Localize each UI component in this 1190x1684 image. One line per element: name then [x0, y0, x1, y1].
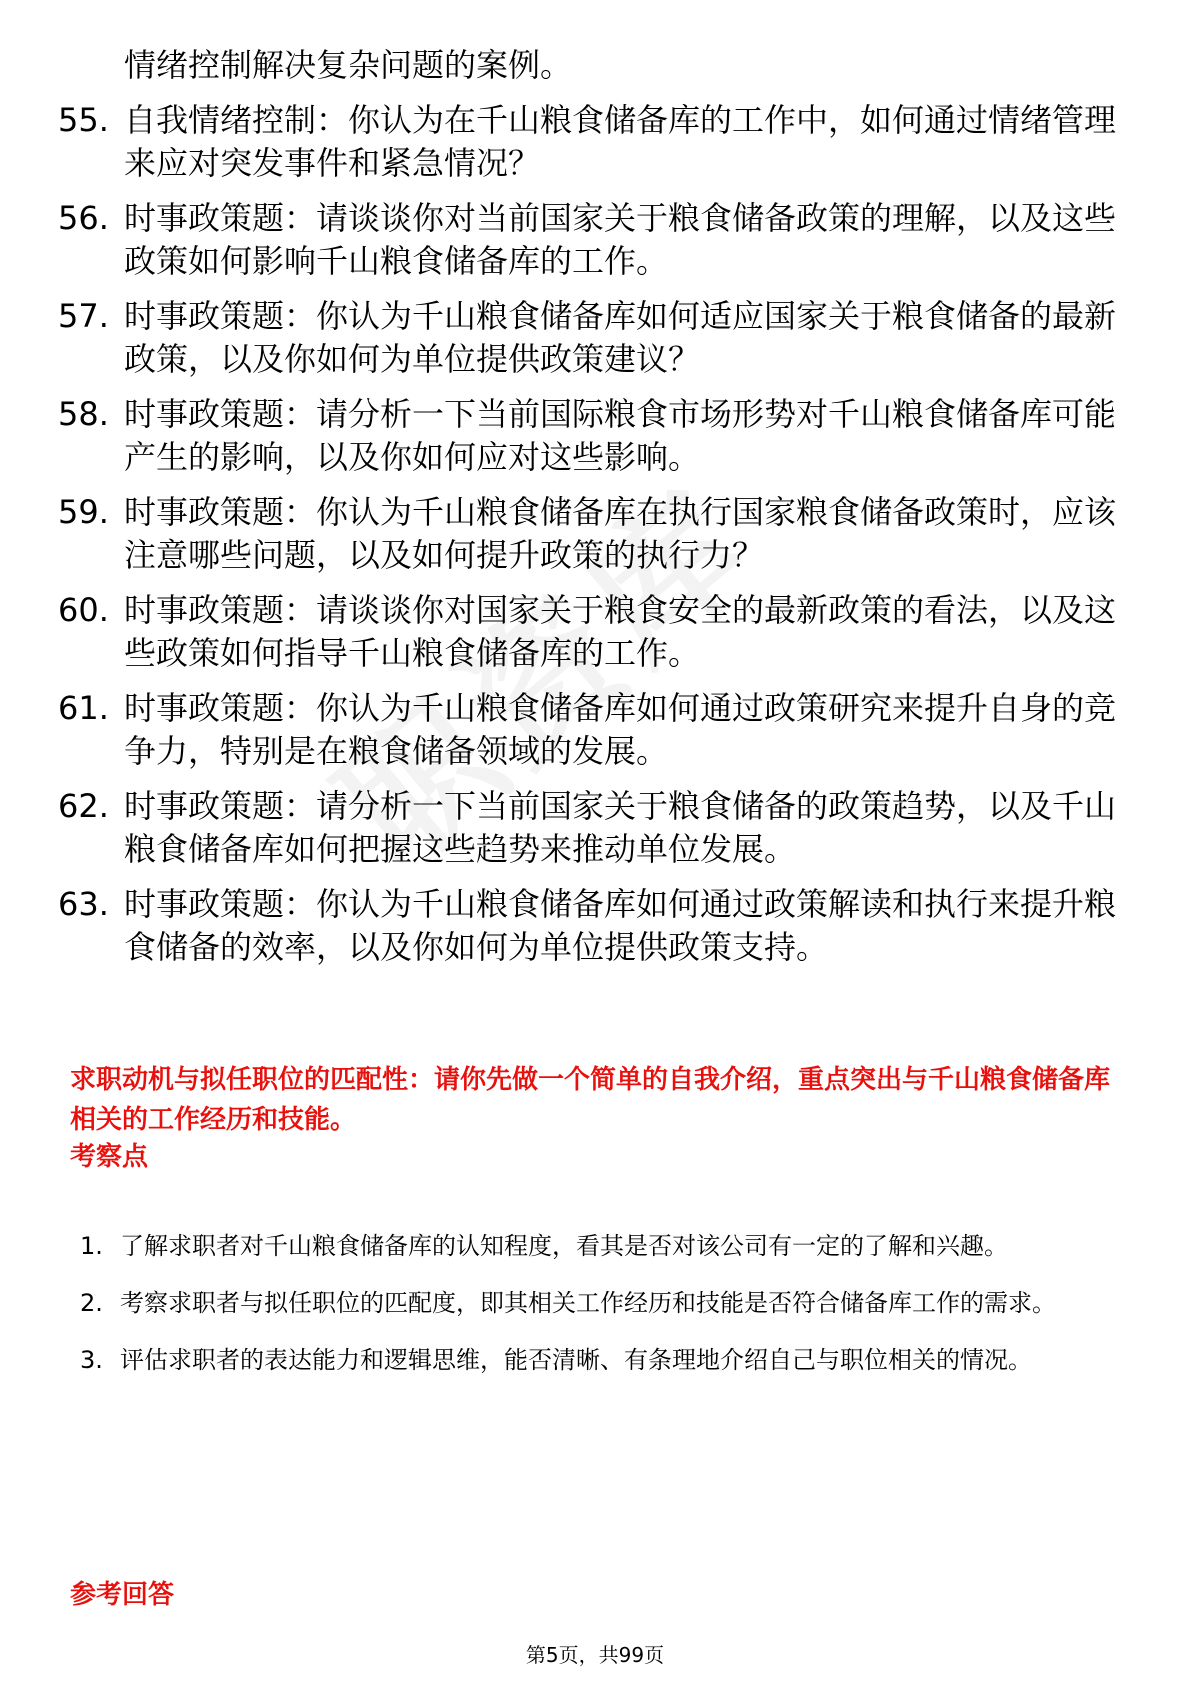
answer-heading: 参考回答 — [70, 1580, 175, 1610]
question-text: 时事政策题：请分析一下当前国际粮食市场形势对千山粮食储备库可能产生的影响，以及你如何应对这些影响。 — [124, 395, 1117, 476]
question-list — [58, 44, 1128, 981]
question-number: 56. — [58, 199, 109, 237]
question-text: 时事政策题：你认为千山粮食储备库如何通过政策研究来提升自身的竞争力，特别是在粮食储备领域的发展。 — [124, 689, 1117, 770]
question-item-continued — [58, 44, 1128, 87]
question-text: 情绪控制解决复杂问题的案例。 — [124, 46, 573, 84]
question-number: 57. — [58, 297, 109, 335]
question-number — [58, 44, 124, 87]
question-number: 63. — [58, 885, 109, 923]
question-number: 59. — [58, 493, 109, 531]
question-item-58 — [58, 393, 1128, 479]
point-number: 3. — [80, 1346, 103, 1374]
question-item-55 — [58, 99, 1128, 185]
point-number: 1. — [80, 1232, 103, 1260]
question-item-63 — [58, 883, 1128, 969]
question-text: 时事政策题：请分析一下当前国家关于粮食储备的政策趋势，以及千山粮食储备库如何把握这些趋势来推动单位发展。 — [124, 787, 1117, 868]
question-text: 时事政策题：请谈谈你对当前国家关于粮食储备政策的理解，以及这些政策如何影响千山粮食储备库的工作。 — [124, 199, 1117, 280]
examine-point — [80, 1332, 1130, 1389]
question-text: 自我情绪控制：你认为在千山粮食储备库的工作中，如何通过情绪管理来应对突发事件和紧急情况？ — [124, 101, 1117, 182]
point-text: 考察求职者与拟任职位的匹配度，即其相关工作经历和技能是否符合储备库工作的需求。 — [120, 1289, 1056, 1317]
question-text: 时事政策题：你认为千山粮食储备库如何适应国家关于粮食储备的最新政策，以及你如何为单位提供政策建议？ — [124, 297, 1117, 378]
question-item-59 — [58, 491, 1128, 577]
question-item-62 — [58, 785, 1128, 871]
question-number: 55. — [58, 101, 109, 139]
point-text: 评估求职者的表达能力和逻辑思维，能否清晰、有条理地介绍自己与职位相关的情况。 — [120, 1346, 1032, 1374]
question-number: 62. — [58, 787, 109, 825]
question-text: 时事政策题：你认为千山粮食储备库如何通过政策解读和执行来提升粮食储备的效率，以及你如何为单位提供政策支持。 — [124, 885, 1117, 966]
question-number: 60. — [58, 591, 109, 629]
question-text: 时事政策题：你认为千山粮食储备库在执行国家粮食储备政策时，应该注意哪些问题，以及如何提升政策的执行力？ — [124, 493, 1117, 574]
question-item-56 — [58, 197, 1128, 283]
question-item-60 — [58, 589, 1128, 675]
question-number: 58. — [58, 395, 109, 433]
examine-point — [80, 1275, 1130, 1332]
point-text: 了解求职者对千山粮食储备库的认知程度，看其是否对该公司有一定的了解和兴趣。 — [120, 1232, 1008, 1260]
question-number: 61. — [58, 689, 109, 727]
question-item-57 — [58, 295, 1128, 381]
page-footer: 第5页，共99页 — [525, 1643, 665, 1667]
examine-point — [80, 1218, 1130, 1275]
examine-heading: 考察点 — [70, 1142, 149, 1172]
section-title: 求职动机与拟任职位的匹配性：请你先做一个简单的自我介绍，重点突出与千山粮食储备库相关的工作经历和技能。 — [70, 1065, 1111, 1135]
question-item-61 — [58, 687, 1128, 773]
point-number: 2. — [80, 1289, 103, 1317]
question-text: 时事政策题：请谈谈你对国家关于粮食安全的最新政策的看法，以及这些政策如何指导千山粮食储备库的工作。 — [124, 591, 1117, 672]
examine-points-list — [80, 1218, 1130, 1389]
